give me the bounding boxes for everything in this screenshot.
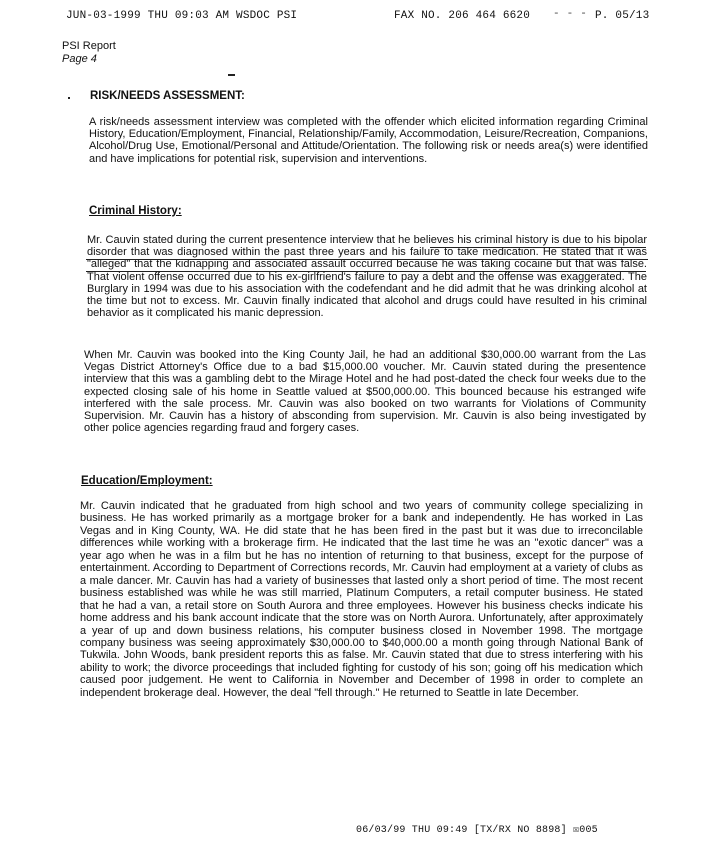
fax-header-page: P. 05/13	[595, 10, 650, 22]
criminal-history-paragraph-2: When Mr. Cauvin was booked into the King County Jail, he had an additional $30,000.00 warrant from the Las Vegas District Attorney's Office due to a bad $15,000.00 voucher. Mr. Cauvin stated during the presentence interview that this was a gambling debt to the Mirage Hotel and he had post-dated the check four weeks due to the expected closing sale of his home in Seattle valued at $500,000.00. This bounced because his estranged wife interfered with the sale process. Mr. Cauvin was also booked on two warrants for Violations of Community Supervision. Mr. Cauvin has a history of absconding from supervision. Mr. Cauvin is also being investigated by other police agencies regarding fraud and forgery cases.	[84, 349, 646, 435]
report-page-label: Page 4	[62, 53, 97, 65]
fax-footer: 06/03/99 THU 09:49 [TX/RX NO 8898] ☒005	[356, 825, 598, 836]
emphasis-underline	[430, 247, 646, 248]
speck-mark	[68, 97, 70, 99]
speck-mark	[228, 74, 235, 76]
emphasis-underline	[86, 271, 646, 272]
criminal-history-paragraph-1: Mr. Cauvin stated during the current presentence interview that he believes his criminal history is due to his bipolar disorder that was diagnosed within the past three years and his failure to take medication. He stated that it was "alleged" that the kidnapping and associated assault occurred because he was taking cocaine but that was false. That violent offense occurred due to his ex-girlfriend's failure to pay a debt and the offense was exaggerated. The Burglary in 1994 was due to his association with the codefendant and he did admit that he was drinking alcohol at the time but not to excess. Mr. Cauvin finally indicated that alcohol and drugs could have resulted in his criminal behavior as it complicated his manic depression.	[87, 234, 647, 320]
education-employment-heading: Education/Employment:	[81, 475, 213, 487]
criminal-history-heading: Criminal History:	[89, 205, 182, 217]
emphasis-underline	[86, 259, 648, 260]
report-title: PSI Report	[62, 40, 116, 52]
fax-header-marks: - - -	[553, 8, 588, 20]
fax-header-datetime: JUN-03-1999 THU 09:03 AM WSDOC PSI	[66, 10, 298, 22]
education-employment-paragraph: Mr. Cauvin indicated that he graduated from high school and two years of community college specializing in business. He has worked primarily as a mortgage broker for a bank and independently. He has worked in Las Vegas and in King County, WA. He did state that he has been fired in the past but it was due to irreconcilable differences while working with a brokerage firm. He indicated that the last time he was an "exotic dancer" was a year ago when he was in a film but he has no intention of returning to that business, except for the purpose of entertainment. According to Department of Corrections records, Mr. Cauvin had employment at a variety of clubs as a male dancer. Mr. Cauvin has had a variety of businesses that lasted only a short period of time. The most recent business established was while he was still married, Platinum Computers, a retail computer business. He stated that he had a van, a retail store on South Aurora and three employees. However his business checks indicate his home address and his bank account indicate that the store was on North Aurora. Unfortunately, after approximately a year of up and down business relations, his computer business closed in November 1998. The mortgage company business was seeing approximately $30,000.00 to $40,000.00 a month going through National Bank of Tukwila. John Woods, bank president reports this as false. Mr. Cauvin stated that due to stress interfering with his ability to work; the divorce proceedings that included fighting for custody of his son; going off his medication which caused poor judgement. He went to California in November and December of 1998 in order to complete an independent brokerage deal. However, the deal "fell through." He returned to Seattle in late December.	[80, 500, 643, 699]
fax-header-number: FAX NO. 206 464 6620	[394, 10, 531, 22]
risk-paragraph: A risk/needs assessment interview was completed with the offender which elicited information regarding Criminal History, Education/Employment, Financial, Relationship/Family, Accommodation, Leisure/Recreation, Companions, Alcohol/Drug Use, Emotional/Personal and Attitude/Orientation. The following risk or needs area(s) were identified and have implications for potential risk, supervision and interventions.	[89, 116, 648, 165]
risk-heading: RISK/NEEDS ASSESSMENT:	[90, 90, 245, 102]
